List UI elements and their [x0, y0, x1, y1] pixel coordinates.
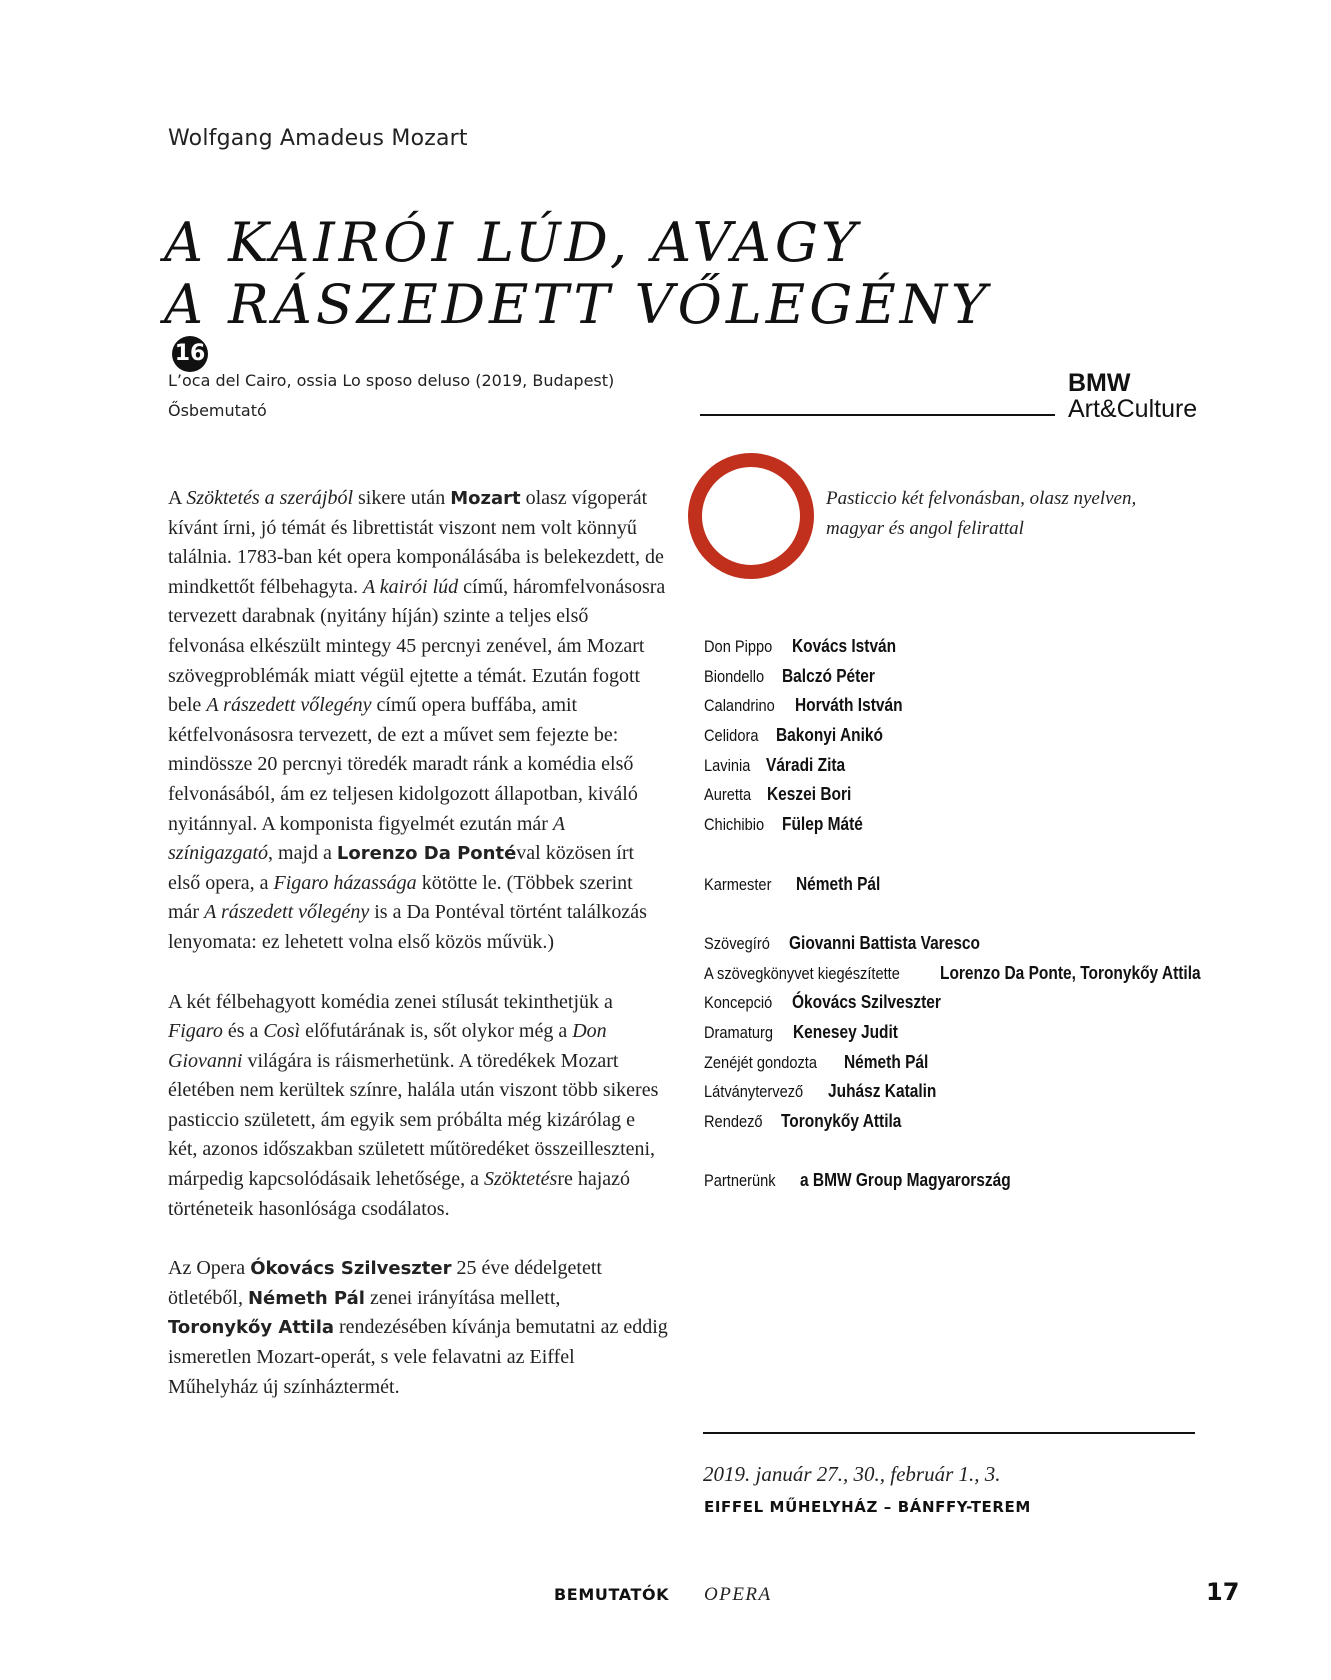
- credit-name: a BMW Group Magyarország: [800, 1170, 1012, 1191]
- credit-row: [704, 1107, 1224, 1137]
- credit-role: Zenéjét gondozta: [704, 1052, 817, 1072]
- footer-section: BEMUTATÓK: [554, 1585, 670, 1604]
- footer-category: OPERA: [704, 1584, 772, 1605]
- credits-list: [704, 632, 1224, 1196]
- credit-row: [704, 632, 1224, 662]
- cast-list: [704, 632, 1224, 840]
- credit-role: Celidora: [704, 726, 759, 746]
- credit-role: Szövegíró: [704, 933, 770, 953]
- credit-row: [704, 1048, 1224, 1078]
- credit-role: Látványtervező: [704, 1082, 804, 1102]
- credit-role: Dramaturg: [704, 1022, 774, 1042]
- credit-row: [704, 1018, 1224, 1048]
- credit-name: Ókovács Szilveszter: [791, 992, 941, 1013]
- premiere-label: Ősbemutató: [168, 401, 267, 420]
- divider-bottom: [703, 1432, 1195, 1434]
- credit-name: Keszei Bori: [767, 784, 852, 805]
- production-info-line-1: Pasticcio két felvonásban, olasz nyelven,: [826, 488, 1137, 509]
- credit-row: [704, 691, 1224, 721]
- credit-row: [704, 662, 1224, 692]
- credit-row: [704, 1166, 1224, 1196]
- logo-line-2: Art&Culture: [1068, 395, 1198, 423]
- performance-dates: 2019. január 27., 30., február 1., 3.: [703, 1462, 1001, 1486]
- title-line-2: [164, 274, 991, 372]
- credit-name: Lorenzo Da Ponte, Toronykőy Attila: [940, 962, 1201, 983]
- article-body: [168, 484, 668, 1432]
- page-number: 17: [1206, 1578, 1240, 1606]
- page-title: [164, 212, 991, 372]
- credit-role: Lavinia: [704, 755, 751, 775]
- credit-name: Váradi Zita: [766, 754, 846, 775]
- credit-row: [704, 929, 1224, 959]
- credit-name: Giovanni Battista Varesco: [789, 932, 981, 953]
- credit-name: Kovács István: [791, 636, 897, 656]
- credit-row: [704, 988, 1224, 1018]
- logo-line-1: BMW: [1068, 369, 1131, 397]
- credit-role: A szövegkönyvet kiegészítette: [704, 963, 900, 983]
- credit-row: [704, 780, 1224, 810]
- article-paragraph: A Szöktetés a szerájból sikere után Mozart olasz vígoperát kívánt írni, jó témát és librettistát viszont nem volt könnyű találnia. 1783-ban két opera komponálásába is belekezdett, de mindkettőt félbehagyta. A kairói lúd című, háromfelvonásosra tervezett darabnak (nyitány híján) szinte a teljes első felvonása elkészült mintegy 45 percnyi zenével, ám Mozart szövegproblémák miatt végül ejtette a témát. Ezután fogott bele A rászedett vőlegény című opera buffába, amit kétfelvonásosra tervezett, de ezt a művet sem fejezte be: mindössze 20 percnyi töredék maradt ránk a komédia első felvonásából, ám ez teljesen kidolgozott állapotban, kiváló nyitánnyal. A komponista figyelmét ezután már A színigazgató, majd a Lorenzo Da Pontéval közösen írt első opera, a Figaro házassága kötötte le. (Többek szerint már A rászedett vőlegény is a Da Pontéval történt találkozás lenyomata: ez lehetett volna első közös művük.): [168, 487, 666, 953]
- credit-row: [704, 1077, 1224, 1107]
- subtitle-block: [168, 366, 614, 426]
- credit-role: Calandrino: [704, 696, 775, 716]
- credit-name: Juhász Katalin: [827, 1081, 937, 1102]
- composer-name: Wolfgang Amadeus Mozart: [168, 126, 468, 151]
- credit-name: Horváth István: [794, 695, 903, 716]
- credit-row: [704, 751, 1224, 781]
- divider-top: [700, 414, 1055, 416]
- credit-name: Balczó Péter: [782, 665, 876, 686]
- credit-name: Bakonyi Anikó: [775, 725, 883, 746]
- credit-role: Karmester: [704, 874, 772, 894]
- credit-role: Biondello: [704, 666, 765, 686]
- credit-role: Koncepció: [704, 993, 773, 1013]
- credit-name: Kenesey Judit: [792, 1021, 898, 1042]
- credit-row: [704, 959, 1224, 989]
- article-paragraph: A két félbehagyott komédia zenei stílusát tekinthetjük a Figaro és a Così előfutárának is, sőt olykor még a Don Giovanni világára is ráismerhetünk. A töredékek Mozart életében nem kerültek színre, halála után viszont több sikeres pasticcio született, ám egyik sem próbálta még kizárólag e két, azonos időszakban született műtöredéket összeilleszteni, márpedig kapcsolódásaik lehetősége, a Szöktetésre hajazó történeteik hasonlósága csodálatos.: [168, 990, 659, 1220]
- title-line-2-text: A RÁSZEDETT VŐLEGÉNY: [164, 273, 991, 336]
- credit-name: Németh Pál: [795, 873, 880, 894]
- credit-row: [704, 810, 1224, 840]
- credit-name: Németh Pál: [843, 1051, 929, 1072]
- credit-name: Fülep Máté: [782, 814, 864, 835]
- credit-role: Partnerünk: [704, 1171, 776, 1191]
- production-info: [826, 484, 1166, 544]
- credit-row: [704, 721, 1224, 751]
- credit-role: Rendező: [704, 1112, 763, 1131]
- credit-role: Auretta: [704, 785, 752, 805]
- title-line-1: A KAIRÓI LÚD, AVAGY: [164, 211, 861, 274]
- original-title: L’oca del Cairo, ossia Lo sposo deluso (2019, Budapest): [168, 371, 615, 390]
- age-rating-badge: 16: [172, 336, 208, 372]
- crew-list: [704, 929, 1224, 1137]
- red-ring-icon: [688, 453, 814, 579]
- credit-role: Chichibio: [704, 815, 765, 835]
- credit-name: Toronykőy Attila: [780, 1111, 901, 1131]
- credit-row: [704, 870, 1224, 900]
- bmw-art-culture-logo: [1068, 370, 1197, 422]
- credit-role: Don Pippo: [704, 637, 773, 656]
- performance-venue: EIFFEL MŰHELYHÁZ – BÁNFFY-TEREM: [704, 1498, 1031, 1516]
- article-paragraph: Az Opera Ókovács Szilveszter 25 éve dédelgetett ötletéből, Németh Pál zenei irányítása mellett, Toronykőy Attila rendezésében kívánja bemutatni az eddig ismeretlen Mozart-operát, s vele felavatni az Eiffel Műhelyház új színháztermét.: [168, 1257, 668, 1398]
- production-info-line-2: magyar és angol felirattal: [826, 518, 1024, 539]
